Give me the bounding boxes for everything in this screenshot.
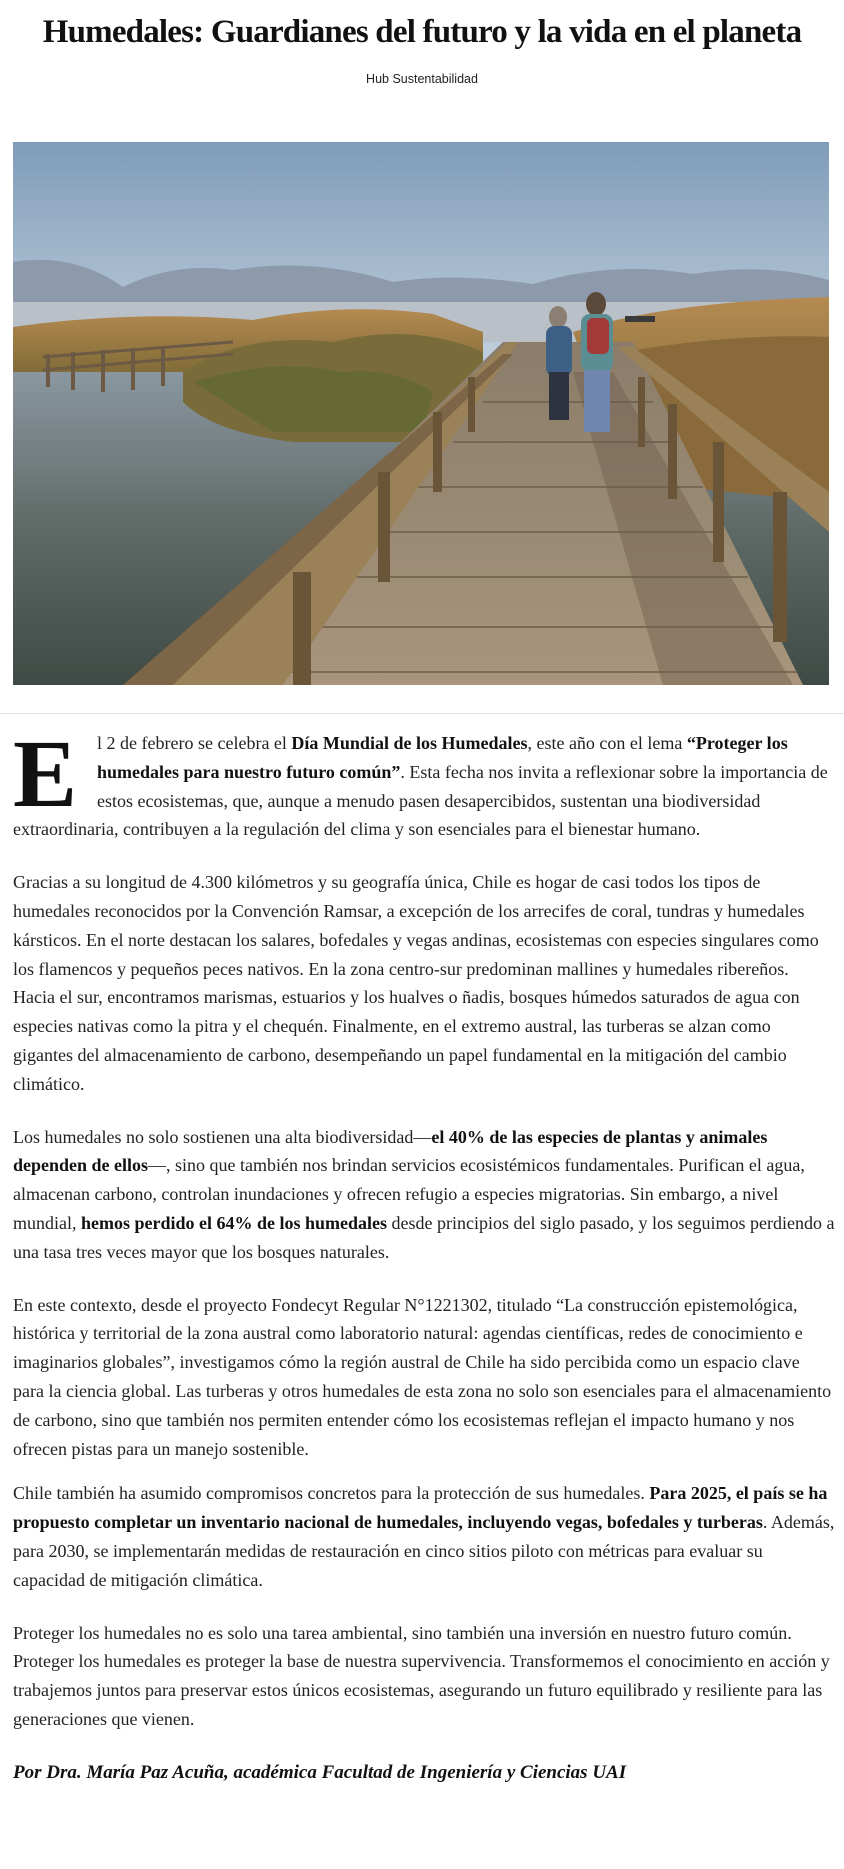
highlight-inventario: Para 2025, el país se ha propuesto completar un inventario nacional de humedales, incluyendo vegas, bofedales y turberas — [13, 1483, 828, 1533]
highlight-64-percent: hemos perdido el 64% de los humedales — [81, 1212, 388, 1233]
hero-image — [13, 142, 829, 685]
paragraph-conclusion: Proteger los humedales no es solo una tarea ambiental, sino también una inversión en nuestro futuro común. Proteger los humedales es proteger la base de nuestra supervivencia. Transformemos el conocimiento en acción y trabajemos juntos para preservar estos únicos ecosistemas, asegurando un futuro equilibrado y resiliente para las generaciones que vienen. — [13, 1622, 830, 1729]
content-divider — [0, 713, 844, 714]
author-signature: Por Dra. María Paz Acuña, académica Facultad de Ingeniería y Ciencias UAI — [13, 1761, 627, 1783]
highlight-dia-mundial: Día Mundial de los Humedales — [291, 733, 528, 753]
article-title: Humedales: Guardianes del futuro y la vida en el planeta — [42, 14, 802, 50]
article-body — [13, 720, 835, 1812]
article-byline[interactable]: Hub Sustentabilidad — [366, 72, 478, 86]
paragraph-compromisos: Chile también ha asumido compromisos concretos para la protección de sus humedales. Para 2025, el país se ha propuesto completar un inventario nacional de humedales, incluyendo vegas, bofedales y turberas. Además, para 2030, se implementarán medidas de restauración en cinco sitios piloto con métricas para evaluar su capacidad de mitigación climática. — [13, 1483, 835, 1590]
paragraph-chile-geografia: Gracias a su longitud de 4.300 kilómetros y su geografía única, Chile es hogar de casi todos los tipos de humedales reconocidos por la Convención Ramsar, a excepción de los arrecifes de coral, tundras y humedales kársticos. En el norte destacan los salares, bofedales y vegas andinas, ecosistemas con especies singulares como los flamencos y pequeños peces nativos. En la zona centro-sur predominan mallines y humedales ribereños. Hacia el sur, encontramos marismas, estuarios y los hualves o ñadis, bosques húmedos saturados de agua con especies nativas como la pitra y el chequén. Finalmente, en el extremo austral, las turberas se alzan como gigantes del almacenamiento de carbono, desempeñando un papel fundamental en la mitigación del cambio climático. — [13, 872, 819, 1094]
highlight-40-percent: el 40% de las especies de plantas y animales dependen de ellos — [13, 1126, 768, 1176]
paragraph-fondecyt: En este contexto, desde el proyecto Fondecyt Regular N°1221302, titulado “La construcción epistemológica, histórica y territorial de la zona austral como laboratorio natural: agendas científicas, redes de conocimiento e imaginarios globales”, investigamos cómo la región austral de Chile ha sido percibida como un espacio clave para la ciencia global. Las turberas y otros humedales de esta zona no solo son esenciales para el almacenamiento de carbono, sino que también nos permiten entender cómo los ecosistemas reflejan el impacto humano y nos ofrecen pistas para un manejo sostenible. — [13, 1294, 832, 1459]
paragraph-biodiversidad: Los humedales no solo sostienen una alta biodiversidad—el 40% de las especies de plantas y animales dependen de ellos—, sino que también nos brindan servicios ecosistémicos fundamentales. Purifican el agua, almacenan carbono, controlan inundaciones y ofrecen refugio a especies migratorias. Sin embargo, a nivel mundial, hemos perdido el 64% de los humedales desde principios del siglo pasado, y los seguimos perdiendo a una tasa tres veces mayor que los bosques naturales. — [13, 1126, 835, 1262]
paragraph-intro: E l 2 de febrero se celebra el Día Mundial de los Humedales, este año con el lema “Proteger los humedales para nuestro futuro común”. Esta fecha nos invita a reflexionar sobre la importancia de estos ecosistemas, que, aunque a menudo pasen desapercibidos, sustentan una biodiversidad extraordinaria, contribuyen a la regulación del clima y son esenciales para el bienestar humano. — [13, 720, 828, 840]
drop-cap: E — [13, 720, 78, 827]
highlight-lema: “Proteger los humedales para nuestro futuro común” — [97, 733, 788, 782]
